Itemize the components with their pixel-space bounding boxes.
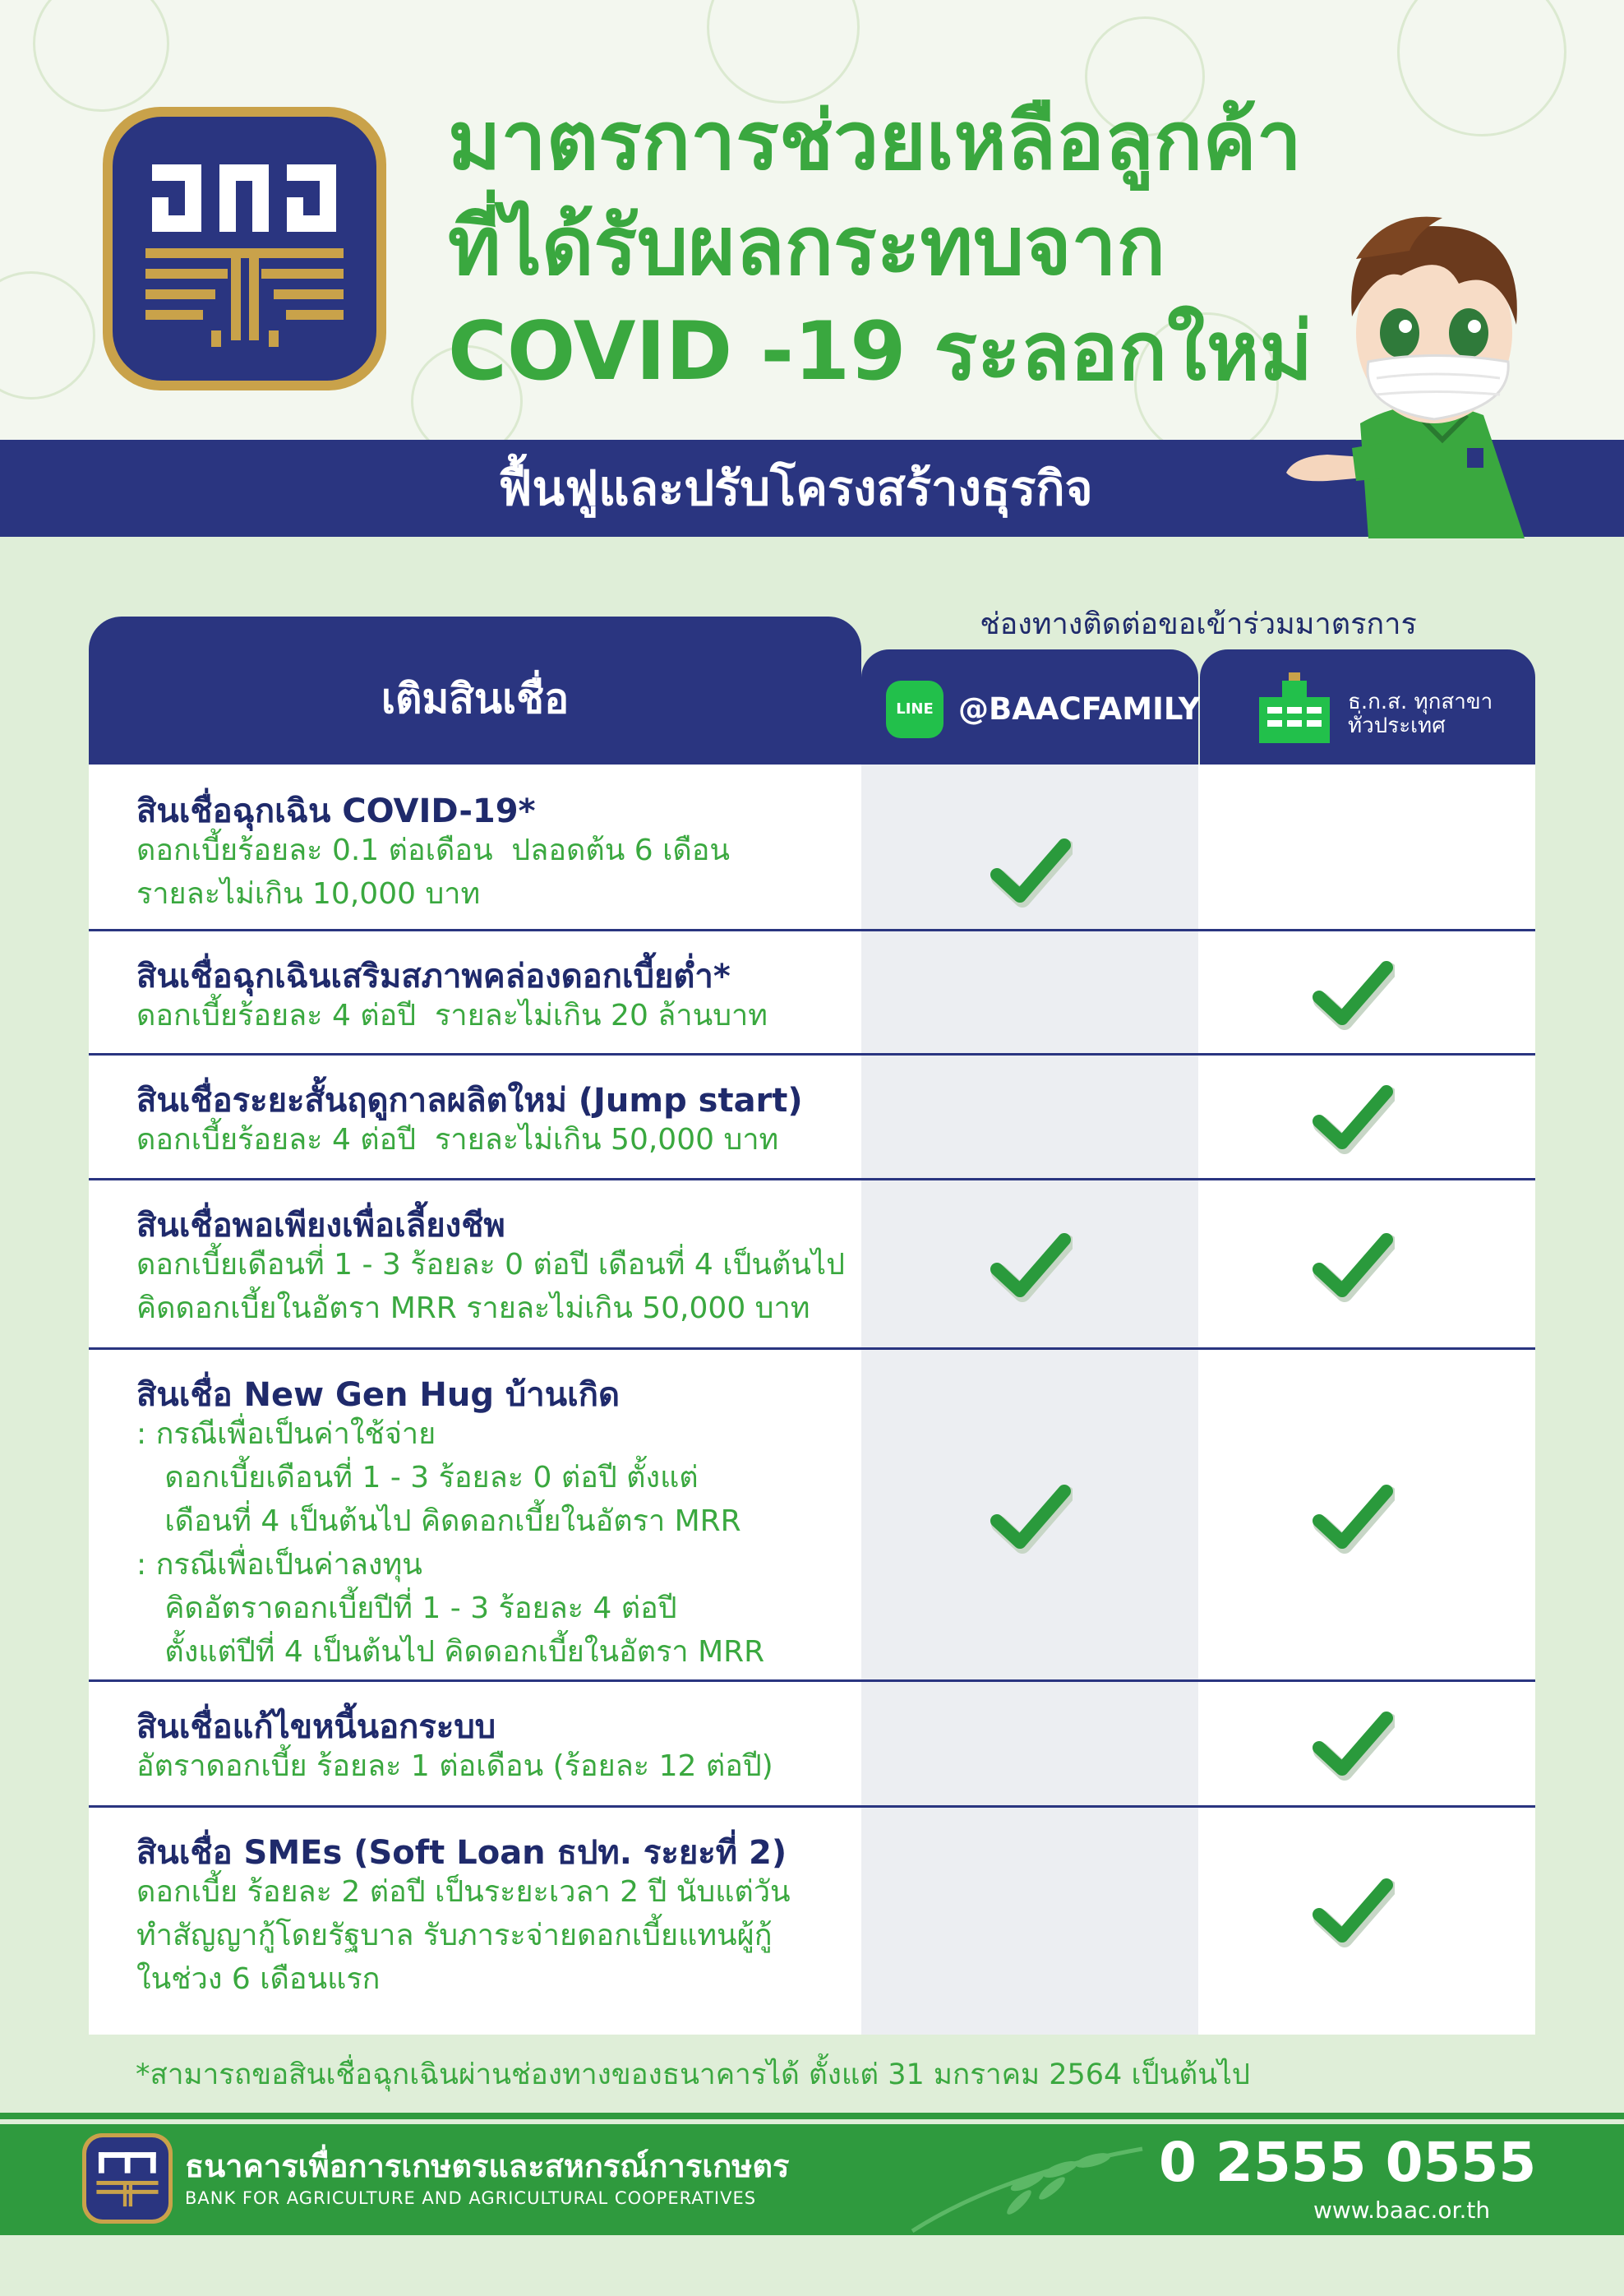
line-app-icon bbox=[886, 681, 943, 738]
mascot-illustration bbox=[1278, 193, 1557, 538]
table-body bbox=[89, 765, 1535, 2035]
loan-description: ดอกเบี้ยร้อยละ 0.1 ต่อเดือน ปลอดต้น 6 เดือน รายละไม่เกิน 10,000 บาท bbox=[136, 834, 731, 911]
loan-title: สินเชื่อ SMEs (Soft Loan ธปท. ระยะที่ 2) bbox=[136, 1834, 787, 1872]
footnote: *สามารถขอสินเชื่อฉุกเฉินผ่านช่องทางของธนาคารได้ ตั้งแต่ 31 มกราคม 2564 เป็นต้นไป bbox=[136, 2058, 1251, 2091]
table-row bbox=[89, 1350, 1535, 1682]
branch-line-2: ทั่วประเทศ bbox=[1348, 714, 1446, 738]
loan-description: ดอกเบี้ยร้อยละ 4 ต่อปี รายละไม่เกิน 20 ล้านบาท bbox=[136, 999, 768, 1033]
table-header-branch-channel bbox=[1200, 649, 1535, 765]
baac-logo bbox=[103, 107, 386, 390]
table-header-line-channel bbox=[861, 649, 1201, 765]
title-line-3: COVID -19 ระลอกใหม่ bbox=[448, 305, 1313, 399]
baac-emblem-icon bbox=[113, 117, 376, 381]
line-icon-label: LINE bbox=[896, 700, 934, 718]
footer-logo bbox=[82, 2133, 173, 2224]
baac-emblem-icon bbox=[86, 2137, 168, 2220]
channels-label: ช่องทางติดต่อขอเข้าร่วมมาตรการ bbox=[980, 607, 1417, 641]
measures-table bbox=[89, 617, 1535, 2035]
loan-title: สินเชื่อฉุกเฉินเสริมสภาพคล่องดอกเบี้ยต่ำ* bbox=[136, 958, 731, 996]
table-header-label: เติมสินเชื่อ bbox=[381, 675, 570, 723]
title-line-1: มาตรการช่วยเหลือลูกค้า bbox=[448, 95, 1302, 188]
title-line-2: ที่ได้รับผลกระทบจาก bbox=[448, 200, 1166, 293]
line-handle: @BAACFAMILY bbox=[958, 691, 1201, 727]
footer bbox=[0, 2124, 1624, 2235]
branch-channel-check-icon bbox=[1309, 1873, 1395, 1947]
loan-description: : กรณีเพื่อเป็นค่าใช้จ่าย ดอกเบี้ยเดือนที่ 1 - 3 ร้อยละ 0 ต่อปี ตั้งแต่ เดือนที่ 4 เป็นต้นไป คิดดอกเบี้ยในอัตรา MRR : กรณีเพื่อเป็นค่าลงทุน คิดอัตราดอกเบี้ยปีที่ 1 - 3 ร้อยละ 4 ต่อปี ตั้งแต่ปีที่ 4 เป็นต้นไป คิดดอกเบี้ยในอัตรา MRR bbox=[136, 1417, 765, 1669]
page-title bbox=[448, 89, 1352, 404]
loan-description: ดอกเบี้ย ร้อยละ 2 ต่อปี เป็นระยะเวลา 2 ปี นับแต่วัน ทำสัญญากู้โดยรัฐบาล รับภาระจ่ายดอกเบี้ยแทนผู้กู้ ในช่วง 6 เดือนแรก bbox=[136, 1875, 791, 1996]
website-link[interactable]: www.baac.or.th bbox=[1313, 2197, 1491, 2224]
branch-channel-check-icon bbox=[1309, 956, 1395, 1030]
branch-channel-check-icon bbox=[1309, 1228, 1395, 1302]
hotline-number: 0 2555 0555 bbox=[1159, 2131, 1537, 2194]
line-channel-check-icon bbox=[987, 1228, 1073, 1302]
loan-description: อัตราดอกเบี้ย ร้อยละ 1 ต่อเดือน (ร้อยละ 12 ต่อปี) bbox=[136, 1749, 773, 1783]
loan-description: ดอกเบี้ยเดือนที่ 1 - 3 ร้อยละ 0 ต่อปี เดือนที่ 4 เป็นต้นไป คิดดอกเบี้ยในอัตรา MRR รายละไม่เกิน 50,000 บาท bbox=[136, 1248, 845, 1325]
branch-channel-check-icon bbox=[1309, 1707, 1395, 1781]
wheat-decoration-icon bbox=[904, 2124, 1151, 2235]
loan-title: สินเชื่อระยะสั้นฤดูกาลผลิตใหม่ (Jump start) bbox=[136, 1082, 803, 1120]
loan-title: สินเชื่อพอเพียงเพื่อเลี้ยงชีพ bbox=[136, 1207, 505, 1245]
loan-title: สินเชื่อแก้ไขหนี้นอกระบบ bbox=[136, 1708, 496, 1746]
virus-pattern bbox=[33, 0, 169, 112]
branch-line-1: ธ.ก.ส. ทุกสาขา bbox=[1348, 690, 1493, 714]
line-channel-check-icon bbox=[987, 1480, 1073, 1554]
footer-divider bbox=[0, 2113, 1624, 2119]
banner-title: ฟื้นฟูและปรับโครงสร้างธุรกิจ bbox=[498, 460, 1093, 516]
bank-name-english: BANK FOR AGRICULTURE AND AGRICULTURAL COOPERATIVES bbox=[185, 2188, 757, 2208]
loan-title: สินเชื่อ New Gen Hug บ้านเกิด bbox=[136, 1376, 620, 1414]
branch-channel-label bbox=[1348, 691, 1493, 738]
table-row bbox=[89, 1180, 1535, 1350]
table-row bbox=[89, 931, 1535, 1056]
table-row bbox=[89, 1808, 1535, 2032]
loan-title: สินเชื่อฉุกเฉิน COVID-19* bbox=[136, 792, 536, 830]
table-header-main bbox=[89, 617, 861, 765]
table-row bbox=[89, 1682, 1535, 1808]
loan-description: ดอกเบี้ยร้อยละ 4 ต่อปี รายละไม่เกิน 50,000 บาท bbox=[136, 1123, 779, 1157]
table-row bbox=[89, 1056, 1535, 1180]
bank-building-icon bbox=[1257, 672, 1331, 743]
virus-pattern bbox=[0, 271, 95, 400]
table-row bbox=[89, 765, 1535, 931]
branch-channel-check-icon bbox=[1309, 1080, 1395, 1154]
branch-channel-check-icon bbox=[1309, 1480, 1395, 1554]
bank-name-thai: ธนาคารเพื่อการเกษตรและสหกรณ์การเกษตร bbox=[185, 2148, 790, 2184]
virus-pattern bbox=[1397, 0, 1566, 136]
line-channel-check-icon bbox=[987, 834, 1073, 908]
